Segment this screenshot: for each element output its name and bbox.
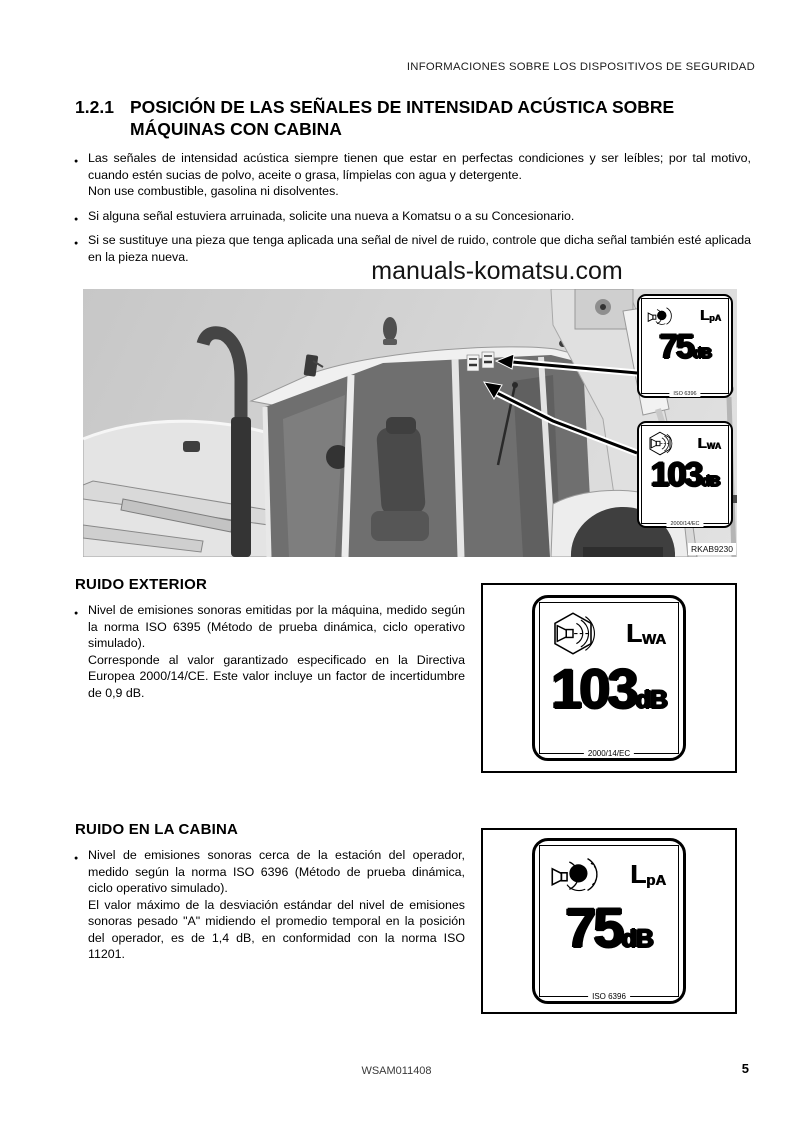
section-title-line1: POSICIÓN DE LAS SEÑALES DE INTENSIDAD ACÚSTICA SOBRE [130,97,675,117]
noise-standard: ISO 6396 [669,391,700,397]
bullet-text: ● Las señales de intensidad acústica siempre tienen que estar en perfectas condiciones y ser leíbles; por tal motivo, cuando estén sucias de polvo, aceite o grasa, límpielas con agua y detergente. [88,151,751,182]
list-item [73,150,751,200]
photo-callout-lpa [637,294,733,398]
noise-standard: 2000/14/EC [584,749,634,758]
ruido-cabina-list [73,847,465,971]
ruido-cabina-heading: RUIDO EN LA CABINA [75,821,239,838]
noise-decal [641,298,729,397]
bullet-text: Non use combustible, gasolina ni disolventes. [88,184,339,198]
noise-unit: dB [701,473,720,490]
noise-value-row [551,657,667,720]
noise-standard: 2000/14/EC [666,521,703,527]
noise-decal-lwa [532,595,686,761]
noise-value: 75 [565,896,622,959]
page-number: 5 [741,1061,749,1076]
intro-bullet-list [73,150,751,273]
noise-value: 75 [659,328,693,366]
list-item [73,847,465,963]
noise-value-row [650,456,720,494]
noise-symbol: LpA [630,858,666,889]
photo-callout-lwa [637,421,733,528]
list-item [73,602,465,701]
machine-photo [83,289,737,557]
noise-symbol: LpA [699,307,721,324]
section-number: 1.2.1 [75,97,114,117]
noise-value-row [659,328,711,366]
noise-unit: dB [621,925,653,953]
running-header: INFORMACIONES SOBRE LOS DISPOSITIVOS DE SEGURIDAD [406,61,755,73]
ruido-exterior-list [73,602,465,709]
noise-value: 103 [650,456,702,494]
noise-unit: dB [635,686,667,714]
noise-decal [641,425,729,527]
bullet-text: ● Nivel de emisiones sonoras emitidas por la máquina, medido según la norma ISO 6395 (Método de prueba dinámica, ciclo operativo simulado). [88,603,465,650]
operator-noise-icon [550,854,600,895]
noise-value: 103 [551,657,636,720]
watermark-text: manuals-komatsu.com [371,257,623,285]
operator-noise-icon [647,304,673,328]
ruido-exterior-heading: RUIDO EXTERIOR [75,576,207,593]
noise-symbol: LWA [697,434,721,452]
noise-symbol: LWA [625,617,666,648]
ruido-cabina-label-box [481,828,737,1014]
exterior-noise-icon [550,611,596,656]
section-title [75,96,674,140]
noise-standard: ISO 6396 [588,992,630,1001]
noise-decal-lpa [532,838,686,1004]
bullet-text: El valor máximo de la desviación estándar del nivel de emisiones sonoras pesado "A" midiendo el promedio temporal en la posición del operador, es de 1,4 dB, en conformidad con la norma ISO 11201. [88,897,465,961]
bullet-text: ● Si se sustituye una pieza que tenga aplicada una señal de nivel de ruido, controle que dicha señal también esté aplicada en la pieza nueva. [88,233,751,264]
exterior-noise-icon [647,431,673,456]
ruido-exterior-label-box [481,583,737,773]
bullet-text: ● Nivel de emisiones sonoras cerca de la estación del operador, medido según la norma ISO 6396 (Método de prueba dinámica, ciclo operativo simulado). [88,848,465,895]
noise-value-row [565,896,653,959]
figure-code: RKAB9230 [688,543,736,555]
section-title-text [130,96,674,140]
bullet-text: ● Si alguna señal estuviera arruinada, solicite una nueva a Komatsu o a su Concesionario. [88,208,575,223]
noise-unit: dB [692,345,711,362]
footer-doc-code: WSAM011408 [361,1065,432,1077]
section-title-line2: MÁQUINAS CON CABINA [130,119,342,139]
bullet-text: Corresponde al valor garantizado especificado en la Directiva Europea 2000/14/CE. Este valor incluye un factor de incertidumbre de 0,9 dB. [88,652,465,700]
list-item [73,208,751,225]
